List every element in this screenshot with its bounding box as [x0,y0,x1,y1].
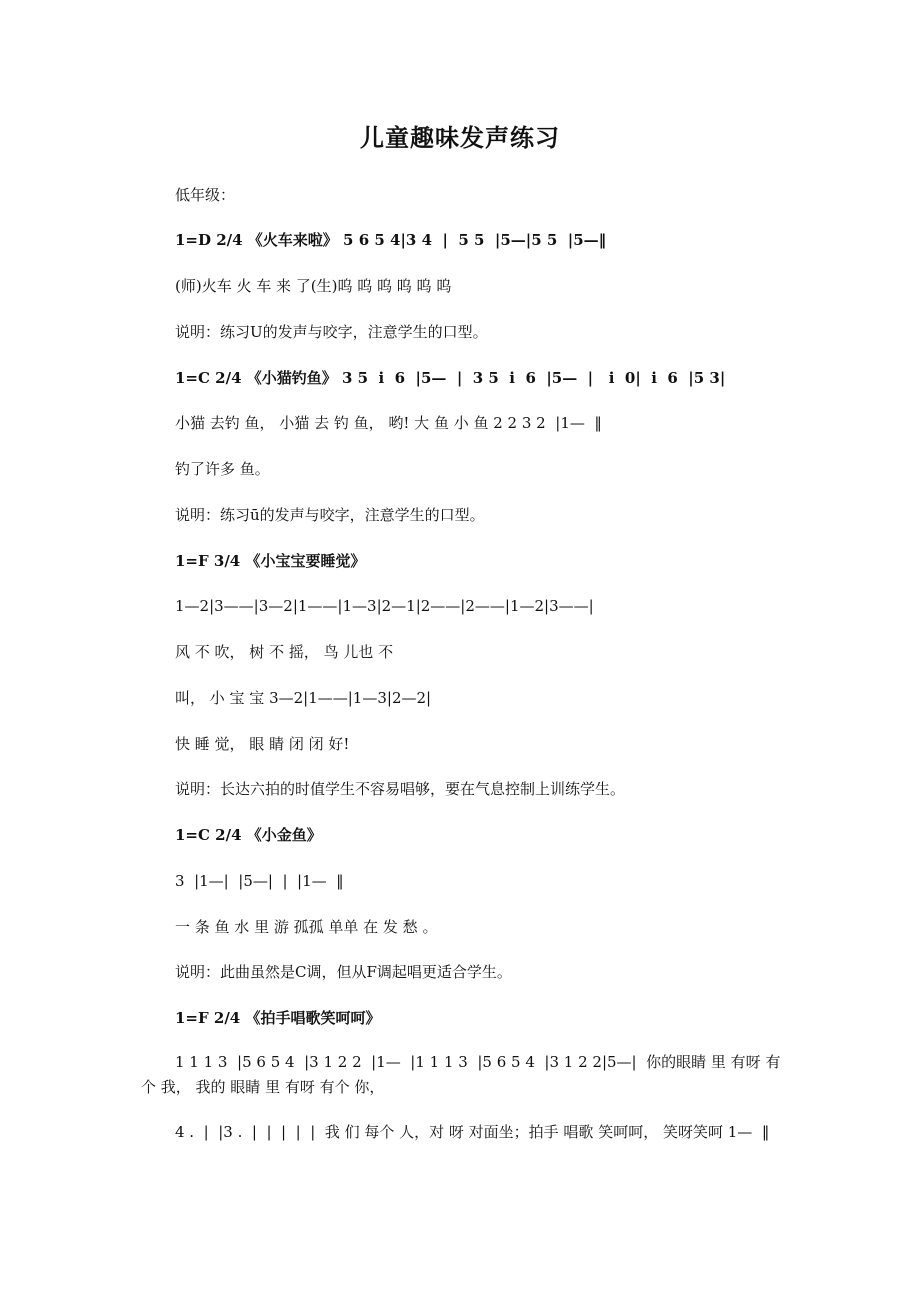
text-line: 低年级： [175,186,236,204]
song-heading: 1=F 2/4 《拍手唱歌笑呵呵》 [175,1009,381,1027]
explanation-line: 说明：练习ū的发声与咬字，注意学生的口型。 [175,506,485,524]
notation-paragraph: 1 1 1 3 |5 6 5 4 |3 1 2 2 |1— |1 1 1 3 |5 6 5 4 |3 1 2 2|5—| 你的眼睛 里 有呀 有个 我， 我的 眼睛 里 有呀 有个 你， [141,1053,781,1096]
explanation-line: 说明：此曲虽然是C调，但从F调起唱更适合学生。 [175,963,512,981]
lyrics-line: 叫， 小 宝 宝 3—2|1——|1—3|2—2| [175,689,432,707]
explanation-line: 说明：长达六拍的时值学生不容易唱够，要在气息控制上训练学生。 [175,780,626,798]
notation-paragraph: 4 . | |3 . | | | | | 我 们 每个 人，对 呀 对面坐；拍手 唱歌 笑呵呵， 笑呀笑呵 1— ‖ [175,1123,770,1141]
lyrics-line: 一 条 鱼 水 里 游 孤孤 单单 在 发 愁 。 [175,918,438,936]
lyrics-line: 小猫 去钓 鱼， 小猫 去 钓 鱼， 哟! 大 鱼 小 鱼 2 2 3 2 |1— ‖ [175,414,602,432]
song-heading: 1=D 2/4 《火车来啦》 5 6 5 4|3 4 | 5 5 |5—|5 5 |5—‖ [175,231,607,249]
explanation-line: 说明：练习U的发声与咬字，注意学生的口型。 [175,323,488,341]
lyrics-line: 钓了许多 鱼。 [175,460,270,478]
document-title: 儿童趣味发声练习 [360,123,560,152]
notation-line: 1—2|3——|3—2|1——|1—3|2—1|2——|2——|1—2|3——| [175,597,594,615]
lyrics-line: 快 睡 觉， 眼 睛 闭 闭 好! [175,735,350,753]
song-heading: 1=C 2/4 《小金鱼》 [175,826,322,844]
lyrics-line: (师)火车 火 车 来 了(生)呜 呜 呜 呜 呜 呜 [175,277,452,295]
lyrics-line: 风 不 吹， 树 不 摇， 鸟 儿也 不 [175,643,394,661]
song-heading: 1=C 2/4 《小猫钓鱼》 3 5 i 6 |5— | 3 5 i 6 |5— | i 0| i 6 |5 3| [175,369,726,387]
notation-line: 3 |1—| |5—| | |1— ‖ [175,872,344,890]
song-heading: 1=F 3/4 《小宝宝要睡觉》 [175,552,366,570]
